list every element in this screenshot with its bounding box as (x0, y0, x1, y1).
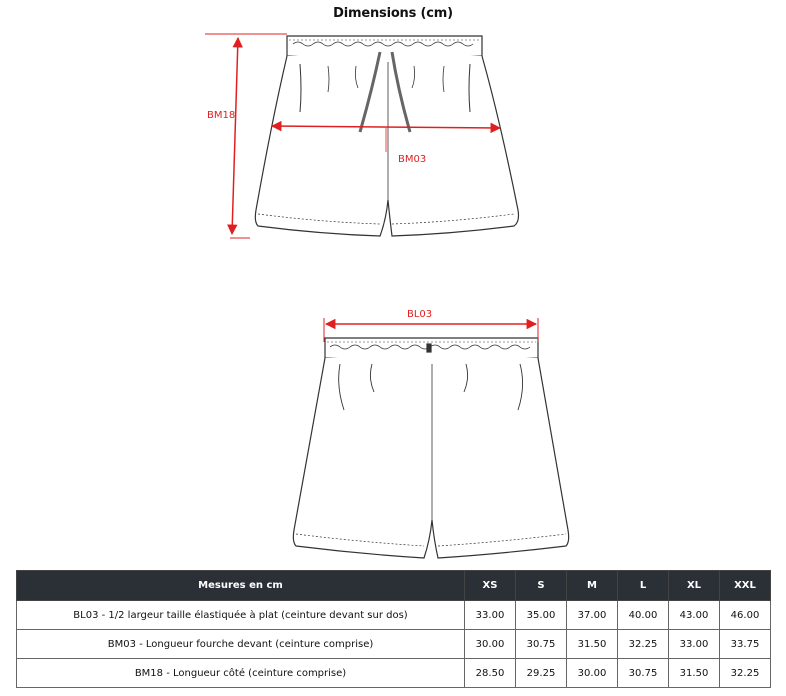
table-row (17, 630, 771, 659)
table-cell: 30.75 (516, 630, 567, 659)
size-header-xs: XS (465, 571, 516, 601)
bm18-label: BM18 (207, 110, 236, 121)
size-table (16, 570, 771, 688)
table-header-label: Mesures en cm (17, 571, 465, 601)
table-cell: 40.00 (618, 601, 669, 630)
front-shorts-illustration (255, 36, 518, 236)
row-label: BM18 - Longueur côté (ceinture comprise) (17, 659, 465, 688)
table-cell: 35.00 (516, 601, 567, 630)
table-header-row (17, 571, 771, 601)
table-cell: 30.00 (567, 659, 618, 688)
table-cell: 32.25 (720, 659, 771, 688)
row-label: BM03 - Longueur fourche devant (ceinture comprise) (17, 630, 465, 659)
table-cell: 30.75 (618, 659, 669, 688)
table-cell: 29.25 (516, 659, 567, 688)
table-cell: 43.00 (669, 601, 720, 630)
size-header-s: S (516, 571, 567, 601)
table-row (17, 659, 771, 688)
table-cell: 30.00 (465, 630, 516, 659)
page-title: Dimensions (cm) (333, 6, 453, 21)
bl03-label: BL03 (407, 309, 433, 320)
table-cell: 28.50 (465, 659, 516, 688)
table-cell: 31.50 (669, 659, 720, 688)
size-header-xl: XL (669, 571, 720, 601)
size-header-m: M (567, 571, 618, 601)
table-cell: 33.00 (465, 601, 516, 630)
table-cell: 32.25 (618, 630, 669, 659)
table-cell: 33.75 (720, 630, 771, 659)
size-header-xxl: XXL (720, 571, 771, 601)
table-cell: 46.00 (720, 601, 771, 630)
bl03-measure (324, 309, 538, 342)
table-cell: 37.00 (567, 601, 618, 630)
table-cell: 33.00 (669, 630, 720, 659)
row-label: BL03 - 1/2 largeur taille élastiquée à plat (ceinture devant sur dos) (17, 601, 465, 630)
back-shorts-illustration (293, 338, 568, 558)
bm03-label: BM03 (398, 154, 427, 165)
table-row (17, 601, 771, 630)
size-header-l: L (618, 571, 669, 601)
table-cell: 31.50 (567, 630, 618, 659)
